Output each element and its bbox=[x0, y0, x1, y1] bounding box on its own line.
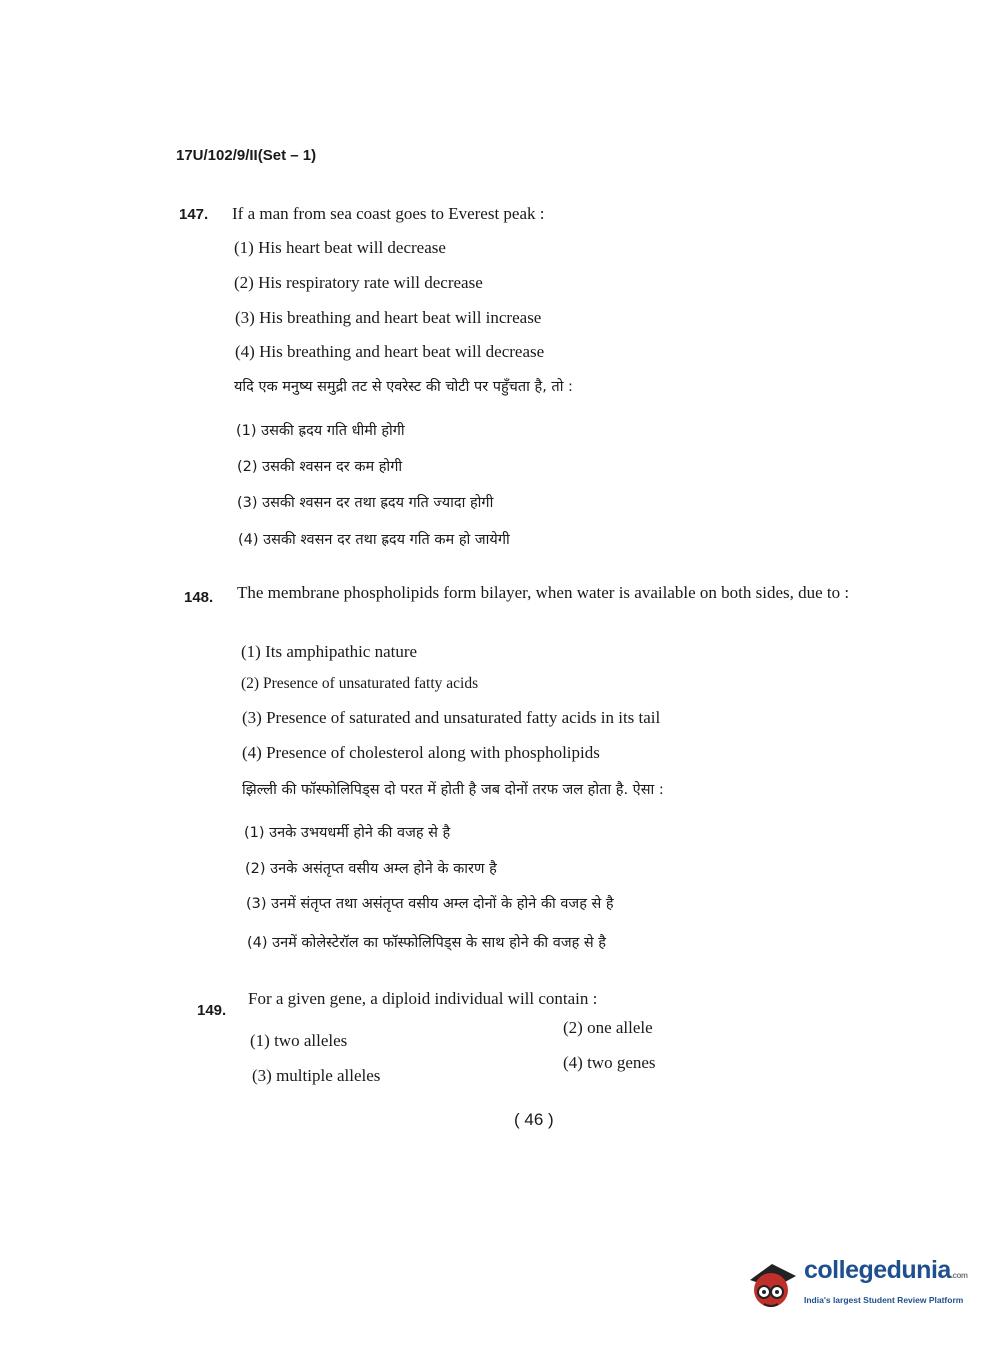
option: (3) His breathing and heart beat will increase bbox=[235, 308, 542, 327]
mascot-icon bbox=[744, 1250, 802, 1314]
option: (2) Presence of unsaturated fatty acids bbox=[241, 675, 479, 692]
option: (1) Its amphipathic nature bbox=[241, 642, 418, 661]
option-hindi: (1) उसकी ह्रदय गति धीमी होगी bbox=[236, 423, 405, 439]
question-number: 149. bbox=[197, 1002, 227, 1019]
option-hindi: (4) उसकी श्वसन दर तथा ह्रदय गति कम हो जायेगी bbox=[238, 532, 510, 548]
option-hindi: (3) उसकी श्वसन दर तथा ह्रदय गति ज्यादा होगी bbox=[237, 495, 494, 511]
brand-name: collegedunia.com bbox=[804, 1256, 968, 1284]
option-hindi: (2) उसकी श्वसन दर कम होगी bbox=[237, 459, 403, 475]
option-hindi: (3) उनमें संतृप्त तथा असंतृप्त वसीय अम्ल दोनों के होने की वजह से है bbox=[246, 896, 614, 912]
option: (1) His heart beat will decrease bbox=[234, 238, 446, 257]
collegedunia-logo bbox=[744, 1250, 974, 1314]
paper-code: 17U/102/9/II(Set – 1) bbox=[176, 147, 317, 164]
question-number: 147. bbox=[179, 206, 209, 223]
question-text: If a man from sea coast goes to Everest peak : bbox=[232, 204, 545, 223]
option: (4) Presence of cholesterol along with phospholipids bbox=[242, 743, 600, 762]
option: (3) Presence of saturated and unsaturated fatty acids in its tail bbox=[242, 708, 661, 727]
option-hindi: (4) उनमें कोलेस्टेरॉल का फॉस्फोलिपिड्स के साथ होने की वजह से है bbox=[247, 935, 607, 951]
question-text: The membrane phospholipids form bilayer, when water is available on both sides, due to : bbox=[237, 583, 850, 602]
option: (4) His breathing and heart beat will decrease bbox=[235, 342, 545, 361]
option: (4) two genes bbox=[563, 1053, 656, 1072]
page-number: ( 46 ) bbox=[514, 1110, 554, 1129]
option: (2) one allele bbox=[563, 1018, 653, 1037]
question-text-hindi: यदि एक मनुष्य समुद्री तट से एवरेस्ट की चोटी पर पहुँचता है, तो : bbox=[234, 379, 573, 395]
option: (1) two alleles bbox=[250, 1031, 348, 1050]
option: (2) His respiratory rate will decrease bbox=[234, 273, 483, 292]
option-hindi: (1) उनके उभयधर्मी होने की वजह से है bbox=[244, 825, 451, 841]
option: (3) multiple alleles bbox=[252, 1066, 381, 1085]
question-text-hindi: झिल्ली की फॉस्फोलिपिड्स दो परत में होती है जब दोनों तरफ जल होता है. ऐसा : bbox=[242, 782, 664, 798]
brand-tagline: India's largest Student Review Platform bbox=[804, 1295, 964, 1305]
question-text: For a given gene, a diploid individual will contain : bbox=[248, 989, 598, 1008]
question-number: 148. bbox=[184, 589, 214, 606]
option-hindi: (2) उनके असंतृप्त वसीय अम्ल होने के कारण है bbox=[245, 861, 497, 877]
